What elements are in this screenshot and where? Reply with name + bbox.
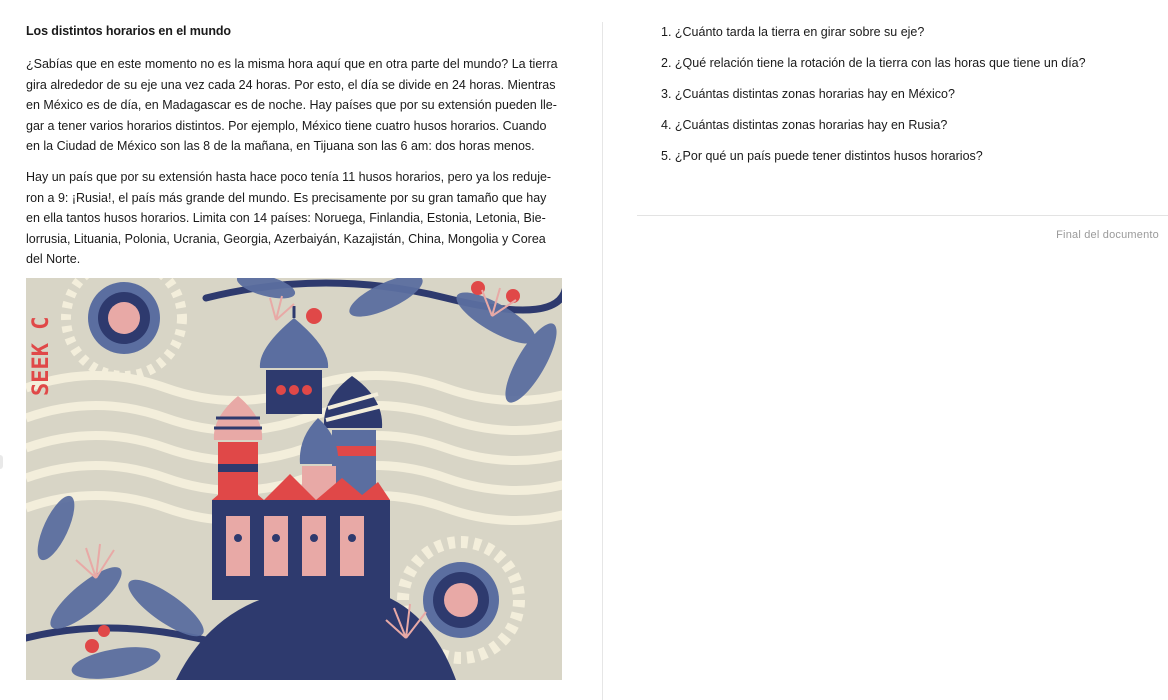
page-divider [602, 22, 603, 700]
question-item: 3. ¿Cuántas distintas zonas horarias hay en México? [661, 87, 955, 101]
end-divider [637, 215, 1168, 216]
paragraph-1-line: en México es de día, en Madagascar es de noche. Hay países que por su extensión pueden lle- [26, 98, 557, 112]
paragraph-2-line: del Norte. [26, 252, 81, 266]
question-item: 4. ¿Cuántas distintas zonas horarias hay en Rusia? [661, 118, 948, 132]
question-item: 5. ¿Por qué un país puede tener distintos husos horarios? [661, 149, 983, 163]
paragraph-2-line: en ella tantos husos horarios. Limita con 14 países: Noruega, Finlandia, Estonia, Letonia, Bie- [26, 211, 546, 225]
paragraph-1-line: gar a tener varios horarios distintos. Por ejemplo, México tiene cuatro husos horarios. Cuando [26, 118, 547, 133]
scroll-indicator[interactable] [0, 455, 3, 469]
paragraph-2 [26, 167, 574, 270]
end-of-document-label: Final del documento [1056, 229, 1159, 241]
paragraph-2-line: lorrusia, Lituania, Polonia, Ucrania, Georgia, Azerbaiyán, Kazajistán, China, Mongolia y Corea [26, 231, 546, 246]
question-item: 1. ¿Cuánto tarda la tierra en girar sobre su eje? [661, 25, 925, 39]
kremlin-illustration [26, 278, 562, 680]
paragraph-2-line: Hay un país que por su extensión hasta hace poco tenía 11 husos horarios, pero ya los reduje- [26, 170, 552, 184]
paragraph-1 [26, 54, 574, 157]
paragraph-2-line: ron a 9: ¡Rusia!, el país más grande del mundo. Es precisamente por su gran tamaño que hay [26, 190, 547, 205]
article-title: Los distintos horarios en el mundo [26, 24, 231, 38]
paragraph-1-line: en la Ciudad de México son las 8 de la mañana, en Tijuana son las 6 am: dos horas menos. [26, 139, 535, 153]
question-item: 2. ¿Qué relación tiene la rotación de la tierra con las horas que tiene un día? [661, 56, 1086, 70]
stamp-text: SEEK C [29, 316, 54, 396]
paragraph-1-line: ¿Sabías que en este momento no es la misma hora aquí que en otra parte del mundo? La tierra [26, 57, 558, 71]
paragraph-1-line: gira alrededor de su eje una vez cada 24 horas. Por esto, el día se divide en 24 horas. Mientras [26, 77, 556, 92]
question-list [661, 24, 1086, 179]
